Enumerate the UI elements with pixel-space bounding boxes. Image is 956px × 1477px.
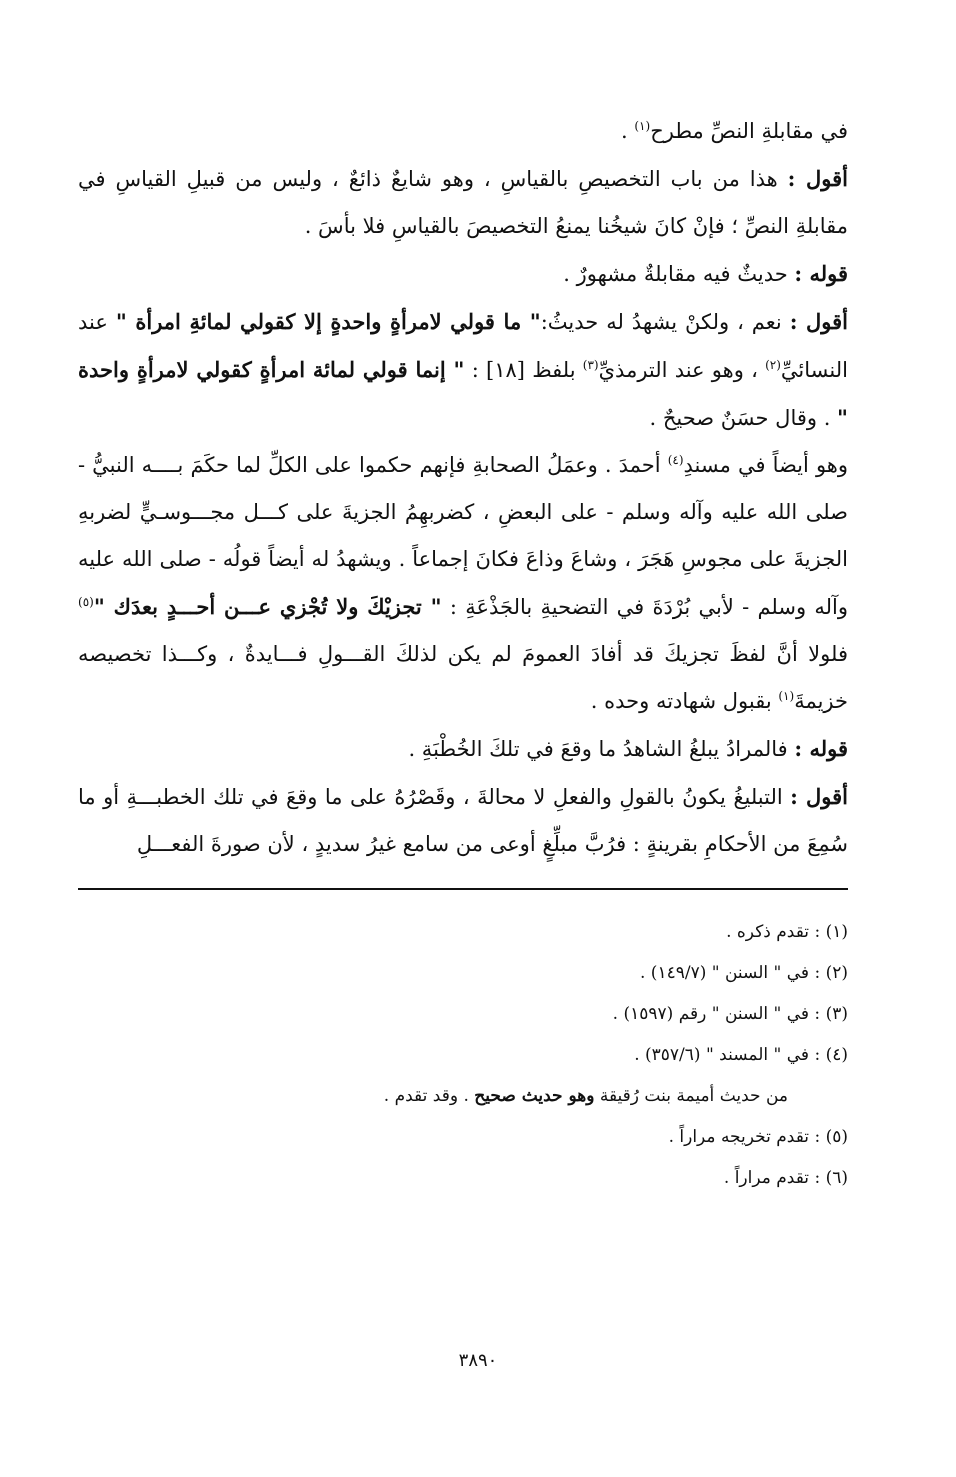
footnote-ref-6: (١) [778,689,795,703]
lead-word: قوله : [794,261,848,286]
footnote-text: : في " السنن " رقم (١٥٩٧) . [612,1004,826,1024]
footnote-ref-1: (١) [634,119,651,133]
footnote-1 [78,912,848,953]
text: في مقابلةِ النصِّ مطرح [650,119,848,143]
footnote-text: : تقدم ذكره . [726,922,826,942]
footnote-number: (٤) [825,1045,848,1065]
hadith-quote-2: " إنما قولي لمائة امرأةٍ كقولي لامرأةٍ واحدة " [78,357,848,430]
footnote-ref-4: (٤) [667,453,684,467]
text: وهو أيضاً في مسندِ [683,453,849,477]
footnote-text: من حديث أميمة بنت رُقيقة [594,1086,788,1106]
text: بقبول شهادته وحده . [590,689,779,713]
footnote-text: : في " السنن " (١٤٩/٧) . [640,963,826,983]
footnote-bold-text: وهو حديث صحيح [474,1086,595,1106]
lead-word: أقول : [787,166,848,191]
footnote-6 [78,1158,848,1199]
footnote-ref-2: (٢) [765,358,781,372]
footnote-text: : تقدم تخريجه مراراً . [668,1127,826,1147]
hadith-quote-3: " تجزيْكَ ولا تُجْزي عـــن أحـــدٍ بعدَك " [93,594,442,619]
footnote-divider [78,888,848,890]
paragraph-1 [78,108,848,155]
footnote-number: (١) [825,922,848,942]
main-text [78,108,848,868]
text: هذا من باب التخصيصِ بالقياسِ ، وهو شايعٌ ذائعٌ ، وليس من قبيلِ القياسِ في مقابلةِ النصِّ ؛ فإنْ كانَ شيخُنا يمنعُ التخصيصَ بالقياسِ فلا بأسَ . [78,167,848,238]
text: . وقال حسَنٌ صحيحٌ . [649,406,838,430]
text: . [621,119,635,143]
text: التبليغُ يكونُ بالقولِ والفعلِ لا محالةَ ، وقَصْرُهُ على ما وقعَ في تلك الخطبـــةِ أو ما سُمِعَ من الأحكامِ بقرينةٍ : فرُبَّ مبلِّغٍ أوعى من سامع غيرُ سديدٍ ، لأن صورةَ الفعـــلِ [78,785,848,856]
page-number: ٣٨٩٠ [458,1350,498,1371]
footnote-3 [78,994,848,1035]
text: نعم ، ولكنْ يشهدُ له حديثُ: [540,310,790,334]
text: بلفظ [١٨] : [464,358,583,382]
text: فالمرادُ يبلغُ الشاهدُ ما وقعَ في تلكَ الخُطْبَةِ . [408,737,795,761]
footnote-text: : تقدم مراراً . [723,1168,826,1188]
footnote-4 [78,1035,848,1076]
footnote-5 [78,1117,848,1158]
hadith-quote-1: " ما قولي لامرأةٍ واحدةٍ إلا كقولي لمائةِ امرأة " [115,309,541,334]
lead-word: قوله : [794,736,848,761]
text: حديثٌ فيه مقابلةٌ مشهورٌ . [563,262,795,286]
lead-word: أقول : [790,784,848,809]
paragraph-3 [78,250,848,298]
text: أحمدَ . وعمَلُ الصحابةِ فإنهم حكموا على الكلِّ لما حكَمَ بــــه النبيُّ - صلى الله عليه وآله وسلم - على البعضِ ، كضربهِمُ الجزيةَ على كـــل مجـــوسـيٍّ لضربهِ الجزيةَ على مجوسِ هَجَرَ ، وشاعَ وذاعَ فكانَ إجماعاً . ويشهدُ له أيضاً قولُه - صلى الله عليه وآله وسلم - لأبي بُرْدَةَ في التضحيةِ بالجَذْعَةِ : [78,453,849,619]
footnote-ref-5: (٥) [78,595,94,609]
paragraph-4 [78,298,848,442]
footnote-number: (٢) [825,963,848,983]
paragraph-7 [78,773,848,868]
footnote-number: (٥) [825,1127,848,1147]
footnote-text: : في " المسند " (٣٥٧/٦) . [634,1045,826,1065]
footnote-ref-3: (٣) [582,358,599,372]
text: فلولا أنَّ لفظَ تجزيكَ قد أفادَ العمومَ لم يكن لذلكَ القـــولِ فـــايدةٌ ، وكـــذا تخصيصه خزيمةَ [78,642,848,713]
paragraph-5 [78,442,848,725]
footnote-4-continuation [78,1076,848,1117]
paragraph-6 [78,725,848,773]
footnote-number: (٦) [825,1168,848,1188]
lead-word: أقول : [789,309,849,334]
footnote-number: (٣) [825,1004,848,1024]
footnotes [78,912,848,1199]
text: ، وهو عند الترمذيِّ [598,358,766,382]
text: عند النسائيِّ [78,310,848,382]
paragraph-2 [78,155,848,250]
footnote-text: . وقد تقدم . [383,1086,475,1106]
footnote-2 [78,953,848,994]
